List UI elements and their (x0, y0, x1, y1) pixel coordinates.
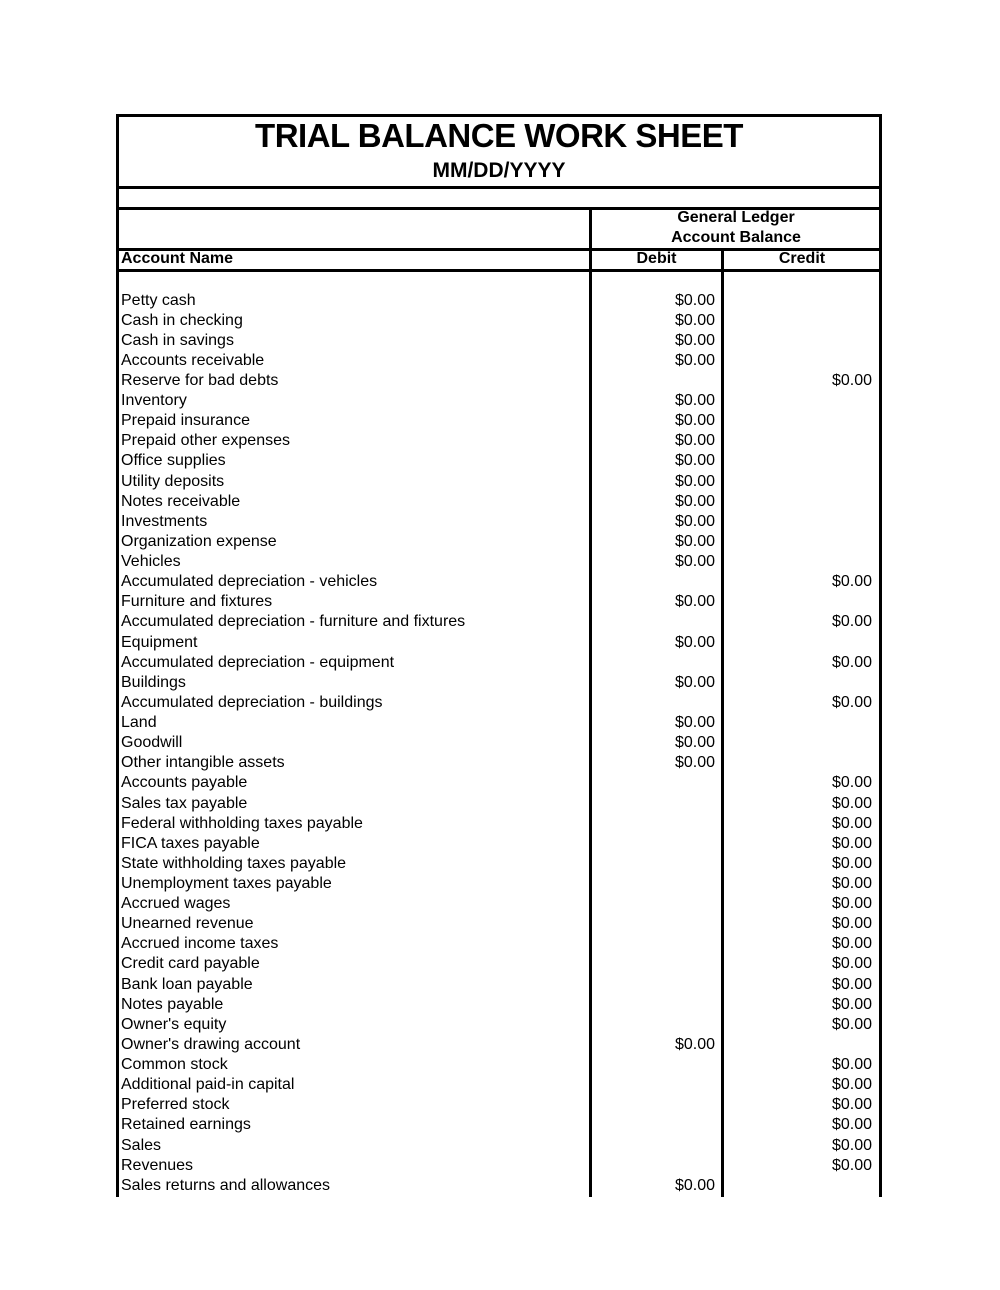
account-name: Notes payable (121, 995, 224, 1013)
sheet-date: MM/DD/YYYY (432, 159, 566, 182)
credit-value: $0.00 (831, 874, 872, 892)
general-ledger-label: General Ledger (677, 209, 795, 226)
account-name: Vehicles (121, 553, 181, 571)
account-name: Bank loan payable (121, 975, 253, 993)
credit-value: $0.00 (831, 613, 872, 631)
credit-value: $0.00 (831, 1136, 872, 1154)
table-row (118, 1075, 880, 1095)
account-name: Accounts receivable (121, 351, 265, 369)
account-balance-label: Account Balance (671, 229, 801, 246)
table-row (118, 1015, 880, 1035)
table-row (118, 753, 880, 773)
credit-value: $0.00 (831, 1076, 872, 1094)
table-row (118, 572, 880, 592)
account-name: Land (121, 714, 157, 732)
credit-value: $0.00 (831, 1056, 872, 1074)
table-row (118, 1136, 880, 1156)
table-row (118, 411, 880, 431)
table-row (118, 874, 880, 894)
columns-rule (116, 269, 882, 272)
table-row (118, 1035, 880, 1055)
account-name: Unearned revenue (121, 915, 254, 933)
credit-value: $0.00 (831, 935, 872, 953)
table-row (118, 391, 880, 411)
debit-value: $0.00 (674, 714, 715, 732)
debit-value: $0.00 (674, 392, 715, 410)
table-row (118, 371, 880, 391)
table-row (118, 954, 880, 974)
debit-value: $0.00 (674, 452, 715, 470)
account-name: Inventory (121, 392, 187, 410)
table-row (118, 291, 880, 311)
credit-value: $0.00 (831, 1015, 872, 1033)
table-row (118, 472, 880, 492)
credit-value: $0.00 (831, 1116, 872, 1134)
table-row (118, 431, 880, 451)
account-name: Goodwill (121, 734, 183, 752)
credit-value: $0.00 (831, 371, 872, 389)
credit-value: $0.00 (831, 1156, 872, 1174)
account-name: Owner's equity (121, 1015, 227, 1033)
debit-value: $0.00 (674, 291, 715, 309)
table-row (118, 814, 880, 834)
credit-value: $0.00 (831, 573, 872, 591)
debit-value: $0.00 (674, 754, 715, 772)
debit-value: $0.00 (674, 351, 715, 369)
table-row (118, 653, 880, 673)
account-name: Federal withholding taxes payable (121, 814, 363, 832)
account-name: Notes receivable (121, 492, 241, 510)
account-name: Petty cash (121, 291, 196, 309)
credit-value: $0.00 (831, 693, 872, 711)
account-name: Owner's drawing account (121, 1035, 301, 1053)
table-row (118, 592, 880, 612)
table-row (118, 552, 880, 572)
debit-value: $0.00 (674, 1035, 715, 1053)
table-row (118, 1115, 880, 1135)
account-name: Furniture and fixtures (121, 593, 273, 611)
table-row (118, 794, 880, 814)
table-row (118, 331, 880, 351)
account-name: Reserve for bad debts (121, 371, 279, 389)
table-row (118, 633, 880, 653)
account-name: Prepaid insurance (121, 412, 250, 430)
debit-value: $0.00 (674, 472, 715, 490)
debit-value: $0.00 (674, 633, 715, 651)
credit-value: $0.00 (831, 774, 872, 792)
credit-value: $0.00 (831, 975, 872, 993)
account-name: Buildings (121, 673, 186, 691)
debit-value: $0.00 (674, 553, 715, 571)
table-row (118, 693, 880, 713)
credit-value: $0.00 (831, 895, 872, 913)
credit-value: $0.00 (831, 915, 872, 933)
account-name: Equipment (121, 633, 198, 651)
account-name: Revenues (121, 1156, 194, 1174)
debit-value: $0.00 (674, 593, 715, 611)
table-row (118, 854, 880, 874)
table-row (118, 975, 880, 995)
account-name: Accounts payable (121, 774, 248, 792)
account-name: Retained earnings (121, 1116, 251, 1134)
credit-value: $0.00 (831, 834, 872, 852)
table-row (118, 512, 880, 532)
table-row (118, 1095, 880, 1115)
account-name: Other intangible assets (121, 754, 285, 772)
debit-value: $0.00 (674, 412, 715, 430)
table-row (118, 733, 880, 753)
credit-value: $0.00 (831, 1096, 872, 1114)
account-name: Accrued wages (121, 895, 231, 913)
account-name: Office supplies (121, 452, 226, 470)
account-name: Organization expense (121, 532, 277, 550)
account-name: Cash in checking (121, 311, 243, 329)
account-name: Cash in savings (121, 331, 234, 349)
account-name: Preferred stock (121, 1096, 230, 1114)
account-name: Accumulated depreciation - furniture and fixtures (121, 613, 466, 631)
credit-header: Credit (778, 250, 826, 267)
account-name: Investments (121, 512, 208, 530)
credit-value: $0.00 (831, 995, 872, 1013)
debit-header: Debit (636, 250, 677, 267)
account-name: Accumulated depreciation - vehicles (121, 573, 378, 591)
table-row (118, 1176, 880, 1196)
table-row (118, 673, 880, 693)
credit-value: $0.00 (831, 814, 872, 832)
table-row (118, 1156, 880, 1176)
sheet-title: TRIAL BALANCE WORK SHEET (255, 117, 743, 154)
table-row (118, 894, 880, 914)
debit-value: $0.00 (674, 532, 715, 550)
account-name: Common stock (121, 1056, 228, 1074)
debit-value: $0.00 (674, 734, 715, 752)
account-name: Additional paid-in capital (121, 1076, 295, 1094)
debit-value: $0.00 (674, 673, 715, 691)
table-row (118, 612, 880, 632)
account-name: Sales tax payable (121, 794, 248, 812)
table-row (118, 311, 880, 331)
account-name: FICA taxes payable (121, 834, 260, 852)
account-name: Accrued income taxes (121, 935, 279, 953)
table-row (118, 1055, 880, 1075)
table-row (118, 492, 880, 512)
account-name: Credit card payable (121, 955, 260, 973)
credit-value: $0.00 (831, 653, 872, 671)
table-row (118, 995, 880, 1015)
account-name-header: Account Name (121, 250, 234, 267)
table-row (118, 713, 880, 733)
account-name: Accumulated depreciation - buildings (121, 693, 383, 711)
account-name: Prepaid other expenses (121, 432, 290, 450)
table-row (118, 914, 880, 934)
account-name: Unemployment taxes payable (121, 874, 332, 892)
table-row (118, 351, 880, 371)
title-divider (116, 186, 882, 189)
table-row (118, 532, 880, 552)
table-row (118, 773, 880, 793)
table-row (118, 451, 880, 471)
credit-value: $0.00 (831, 794, 872, 812)
account-name: Sales returns and allowances (121, 1176, 331, 1194)
debit-value: $0.00 (674, 512, 715, 530)
table-row (118, 934, 880, 954)
table-row (118, 834, 880, 854)
debit-value: $0.00 (674, 492, 715, 510)
credit-value: $0.00 (831, 854, 872, 872)
account-name: Accumulated depreciation - equipment (121, 653, 395, 671)
credit-value: $0.00 (831, 955, 872, 973)
account-name: Sales (121, 1136, 162, 1154)
debit-value: $0.00 (674, 311, 715, 329)
debit-value: $0.00 (674, 1176, 715, 1194)
debit-value: $0.00 (674, 432, 715, 450)
debit-value: $0.00 (674, 331, 715, 349)
account-name: State withholding taxes payable (121, 854, 347, 872)
account-name: Utility deposits (121, 472, 225, 490)
